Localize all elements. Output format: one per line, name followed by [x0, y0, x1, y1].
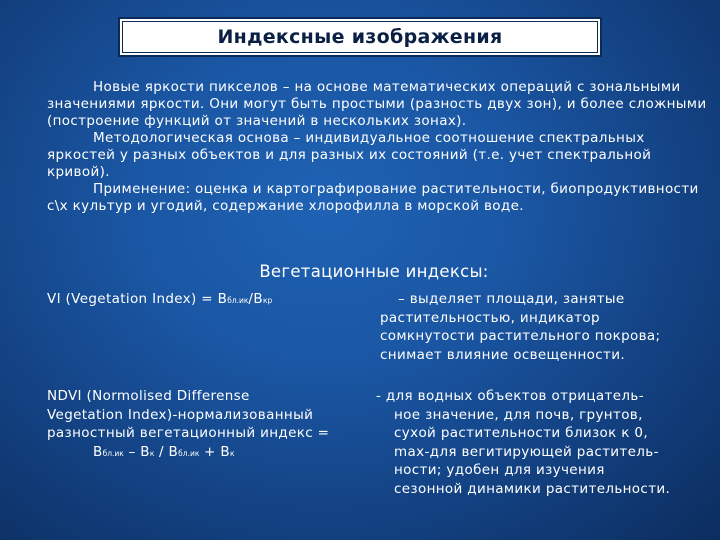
subheading-text: Вегетационные индексы:: [259, 262, 489, 281]
ndvi-description-line: сухой растительности близок к 0,: [394, 425, 648, 442]
ndvi-name-line: разностный вегетационный индекс =: [47, 425, 330, 442]
ndvi-formula: [47, 443, 329, 464]
vi-subscript-2: кр: [262, 296, 273, 305]
vegetation-indices-heading: [0, 262, 720, 281]
ndvi-formula-subscript: бл.ик: [178, 448, 200, 458]
ndvi-description-line: ное значение, для почв, грунтов,: [394, 406, 643, 423]
intro-paragraph-3: Применение: оценка и картографирование растительности, биопродуктивности с\х культур и угодий, содержание хлорофилла в морской воде.: [47, 181, 699, 214]
title-box: [118, 17, 602, 57]
intro-paragraph-1: Новые яркости пикселов – на основе математических операций с зональными значениями яркости. Они могут быть простыми (разность двух зон), и более сложными (построение функций от значений в нескольких зонах).: [47, 79, 707, 129]
ndvi-description-line: ности; удобен для изучения: [394, 462, 605, 479]
ndvi-description-line: max-для вегитирующей раститель-: [394, 443, 659, 460]
intro-paragraph-2: Методологическая основа – индивидуальное соотношение спектральных яркостей у разных объектов и для разных их состояний (т.е. учет спектральной кривой).: [47, 130, 652, 180]
vi-formula-line: [47, 290, 272, 311]
slide-title: Индексные изображения: [217, 26, 503, 48]
ndvi-formula-subscript: к: [229, 448, 235, 458]
ndvi-name-line: NDVI (Normolised Differense: [47, 388, 250, 404]
vi-description-line: снимает влияние освещенности.: [380, 346, 625, 363]
ndvi-formula-part: + B: [199, 443, 230, 460]
vi-description-line: – выделяет площади, занятые: [398, 291, 625, 307]
vi-formula: [47, 290, 272, 311]
ndvi-formula-subscript: к: [149, 448, 155, 458]
vi-description-line: растительностью, индикатор: [380, 309, 600, 326]
ndvi-formula-part: / B: [154, 443, 179, 460]
intro-text: [47, 79, 711, 215]
vi-formula-prefix: VI (Vegetation Index) = B: [47, 291, 228, 307]
ndvi-description-line: сезонной динамики растительности.: [394, 480, 671, 497]
ndvi-description: [376, 387, 670, 499]
vi-formula-slash: /B: [248, 291, 263, 307]
vi-subscript-1: бл.ик: [227, 296, 249, 305]
ndvi-formula-part: B: [93, 443, 103, 460]
ndvi-formula-subscript: бл.ик: [102, 448, 124, 458]
vi-description: [380, 290, 660, 364]
vi-description-line: сомкнутости растительного покрова;: [380, 328, 661, 345]
ndvi-description-line: - для водных объектов отрицатель-: [376, 388, 644, 404]
ndvi-name-line: Vegetation Index)-нормализованный: [47, 406, 314, 423]
ndvi-formula-part: – B: [123, 443, 150, 460]
ndvi-definition: [47, 387, 329, 463]
